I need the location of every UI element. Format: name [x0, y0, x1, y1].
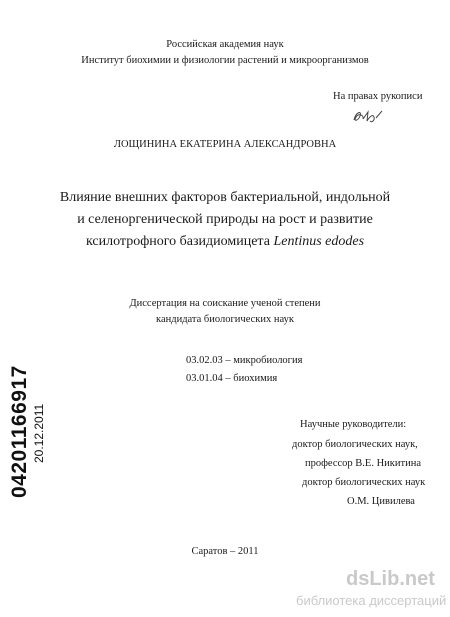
watermark-caption: библиотека диссертаций [296, 593, 447, 608]
supervisor-1-name: профессор В.Е. Никитина [305, 458, 421, 469]
degree-line-2: кандидата биологических наук [156, 314, 294, 325]
supervisor-1-degree: доктор биологических наук, [292, 439, 418, 450]
title-line-1: Влияние внешних факторов бактериальной, индольной [59, 190, 391, 205]
stamp-date: 20.12.2011 [32, 403, 46, 463]
supervisors-heading: Научные руководители: [300, 419, 407, 430]
title-line-2: и селеноргенической природы на рост и развитие [77, 212, 373, 227]
supervisor-2-degree: доктор биологических наук [302, 477, 426, 488]
signature [350, 106, 386, 126]
species-name: Lentinus edodes [273, 234, 365, 249]
org-line-2: Институт биохимии и физиологии растений и микроорганизмов [81, 55, 369, 66]
title-line-3 [0, 232, 450, 252]
place-year: Саратов – 2011 [191, 546, 259, 557]
degree-line-1: Диссертация на соискание ученой степени [129, 298, 321, 309]
specialty-1: 03.02.03 – микробиология [186, 355, 303, 366]
watermark-brand: dsLib.net [346, 568, 435, 590]
title-line-3-text: ксилотрофного базидиомицета [85, 234, 274, 249]
rights-label: На правах рукописи [333, 91, 423, 102]
supervisor-2-name: О.М. Цивилева [347, 496, 415, 507]
org-line-1: Российская академия наук [166, 39, 284, 50]
author-name: ЛОЩИНИНА ЕКАТЕРИНА АЛЕКСАНДРОВНА [113, 139, 337, 150]
specialty-2: 03.01.04 – биохимия [186, 373, 278, 384]
stamp-number: 04201166917 [8, 365, 31, 498]
